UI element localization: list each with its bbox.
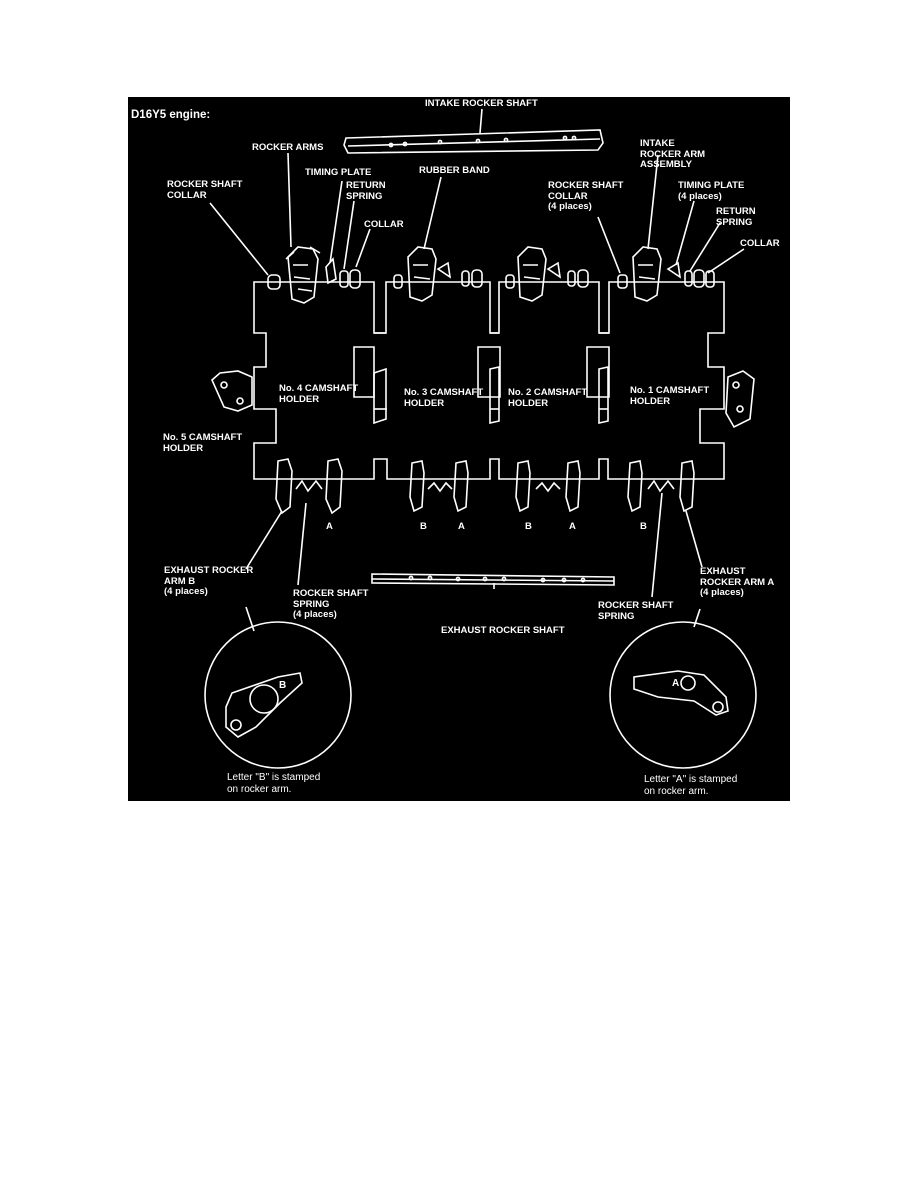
exhaust-rocker-arm-b-label: EXHAUST ROCKER ARM B (4 places) (164, 565, 254, 597)
intake-rocker-shaft-shape (344, 130, 603, 153)
timing-plate-label-left: TIMING PLATE (305, 167, 372, 178)
letter-b-3: B (525, 521, 532, 532)
letter-a-3: A (569, 521, 576, 532)
rocker-shaft-spring-label-right: ROCKER SHAFT SPRING (598, 600, 674, 622)
stamp-a-caption: Letter "A" is stamped on rocker arm. (644, 774, 738, 797)
rocker-arms-label: ROCKER ARMS (252, 142, 324, 153)
exhaust-rocker-shaft-shape (372, 574, 614, 585)
rubber-band-label: RUBBER BAND (419, 165, 490, 176)
rocker-shaft-spring-label-left: ROCKER SHAFT SPRING (4 places) (293, 588, 369, 620)
intake-rocker-arm-assembly-label: INTAKE ROCKER ARM ASSEMBLY (640, 138, 706, 170)
no1-camshaft-holder-label: No. 1 CAMSHAFT HOLDER (630, 385, 710, 407)
detail-circle-left (205, 622, 351, 768)
timing-plate-label-right: TIMING PLATE (4 places) (678, 180, 745, 202)
letter-b-4: B (640, 521, 647, 532)
no2-camshaft-holder-label: No. 2 CAMSHAFT HOLDER (508, 387, 588, 409)
rocker-arm-diagram (128, 97, 790, 801)
no5-camshaft-holder-label: No. 5 CAMSHAFT HOLDER (163, 432, 243, 454)
intake-rocker-shaft-label: INTAKE ROCKER SHAFT (425, 98, 538, 109)
stamp-letter-a: A (672, 678, 680, 689)
stamp-letter-b: B (279, 680, 287, 691)
letter-a-2: A (458, 521, 465, 532)
exhaust-rocker-shaft-label: EXHAUST ROCKER SHAFT (441, 625, 565, 636)
letter-a-1: A (326, 521, 333, 532)
stamp-b-caption: Letter "B" is stamped on rocker arm. (227, 772, 321, 795)
no3-camshaft-holder-label: No. 3 CAMSHAFT HOLDER (404, 387, 484, 409)
exhaust-rocker-arms (276, 459, 694, 513)
intake-rocker-assembly-2 (394, 247, 482, 301)
engine-label: D16Y5 engine: (131, 109, 211, 121)
collar-label-left: COLLAR (364, 219, 404, 230)
return-spring-label-left: RETURN SPRING (346, 180, 386, 202)
exhaust-rocker-arm-a-label: EXHAUST ROCKER ARM A (4 places) (700, 566, 775, 598)
rocker-shaft-collar-label-right: ROCKER SHAFT COLLAR (4 places) (548, 180, 624, 212)
leader-lines (210, 109, 744, 631)
no4-camshaft-holder-label: No. 4 CAMSHAFT HOLDER (279, 383, 359, 405)
cylinder-head-outline (254, 282, 724, 479)
return-spring-label-right: RETURN SPRING (716, 206, 756, 228)
letter-b-2: B (420, 521, 427, 532)
detail-circle-right (610, 622, 756, 768)
intake-rocker-assembly-3 (506, 247, 588, 301)
rocker-shaft-collar-label-left: ROCKER SHAFT COLLAR (167, 179, 243, 201)
collar-label-right: COLLAR (740, 238, 780, 249)
